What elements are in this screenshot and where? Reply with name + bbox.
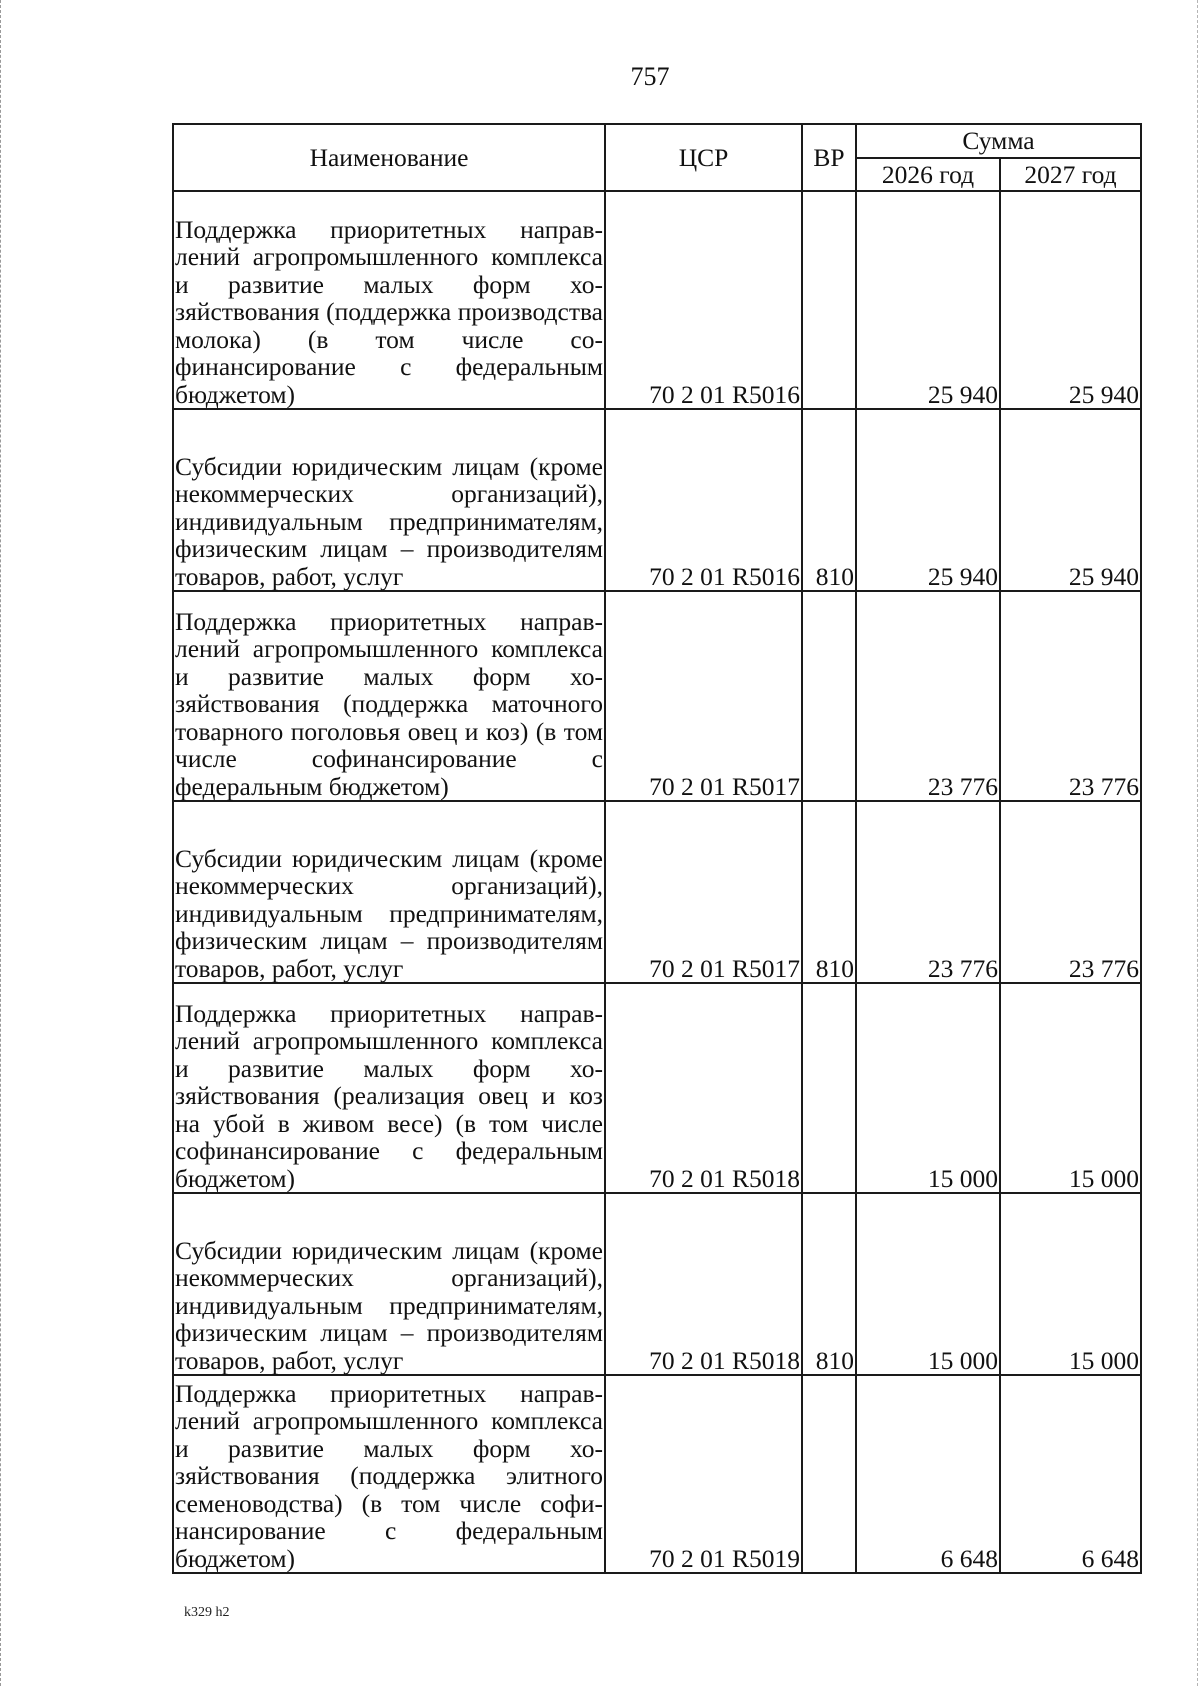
- table-header: [173, 124, 1141, 191]
- header-vr: ВР: [802, 124, 856, 191]
- row-name: Поддержка приоритетных направлений агропромышленного комплекса и развитие малых форм хозяйствования (реализация овец и коз на убой в живом весе) (в том числе софинансирование с федеральным бюджетом): [173, 983, 605, 1193]
- row-sum-2026: 23 776: [856, 591, 1000, 801]
- budget-table: [172, 123, 1142, 1574]
- row-sum-2027: 23 776: [1000, 801, 1141, 983]
- header-sum: Сумма: [856, 124, 1141, 158]
- row-vr: 810: [802, 1193, 856, 1375]
- table-body: [173, 191, 1141, 1573]
- row-sum-2026: 15 000: [856, 1193, 1000, 1375]
- row-name: Поддержка приоритетных направлений агропромышленного комплекса и развитие малых форм хозяйствования (поддержка элитного семеноводства) (в том числе софинансирование с федеральным бюджетом): [173, 1375, 605, 1573]
- row-sum-2026: 23 776: [856, 801, 1000, 983]
- row-sum-2026: 6 648: [856, 1375, 1000, 1573]
- table-row: [173, 983, 1141, 1193]
- row-sum-2027: 6 648: [1000, 1375, 1141, 1573]
- header-year-2027: 2027 год: [1000, 158, 1141, 192]
- table-row: [173, 191, 1141, 409]
- row-sum-2026: 25 940: [856, 191, 1000, 409]
- row-vr: [802, 983, 856, 1193]
- row-name: Субсидии юридическим лицам (кроме некоммерческих организаций), индивидуальным предпринимателям, физическим лицам – производителям товаров, работ, услуг: [173, 801, 605, 983]
- page-edge-left: [0, 0, 3, 1686]
- header-name: Наименование: [173, 124, 605, 191]
- header-year-2026: 2026 год: [856, 158, 1000, 192]
- table-row: [173, 1375, 1141, 1573]
- row-vr: [802, 1375, 856, 1573]
- table-row: [173, 591, 1141, 801]
- row-csr: 70 2 01 R5016: [605, 409, 802, 591]
- table-row: [173, 1193, 1141, 1375]
- row-csr: 70 2 01 R5018: [605, 983, 802, 1193]
- row-sum-2027: 23 776: [1000, 591, 1141, 801]
- row-name: Поддержка приоритетных направлений агропромышленного комплекса и развитие малых форм хозяйствования (поддержка маточного товарного поголовья овец и коз) (в том числе софинансирование с федеральным бюджетом): [173, 591, 605, 801]
- row-sum-2027: 15 000: [1000, 983, 1141, 1193]
- row-sum-2026: 15 000: [856, 983, 1000, 1193]
- row-name: Субсидии юридическим лицам (кроме некоммерческих организаций), индивидуальным предпринимателям, физическим лицам – производителям товаров, работ, услуг: [173, 409, 605, 591]
- row-csr: 70 2 01 R5018: [605, 1193, 802, 1375]
- row-sum-2027: 25 940: [1000, 191, 1141, 409]
- table-row: [173, 801, 1141, 983]
- table-row: [173, 409, 1141, 591]
- row-name: Субсидии юридическим лицам (кроме некоммерческих организаций), индивидуальным предпринимателям, физическим лицам – производителям товаров, работ, услуг: [173, 1193, 605, 1375]
- row-vr: 810: [802, 409, 856, 591]
- row-vr: 810: [802, 801, 856, 983]
- footer-code: k329 h2: [184, 1605, 230, 1620]
- row-csr: 70 2 01 R5017: [605, 591, 802, 801]
- header-csr: ЦСР: [605, 124, 802, 191]
- row-vr: [802, 591, 856, 801]
- row-sum-2026: 25 940: [856, 409, 1000, 591]
- row-csr: 70 2 01 R5016: [605, 191, 802, 409]
- row-vr: [802, 191, 856, 409]
- page-number: 757: [630, 62, 670, 91]
- row-sum-2027: 15 000: [1000, 1193, 1141, 1375]
- row-csr: 70 2 01 R5019: [605, 1375, 802, 1573]
- row-sum-2027: 25 940: [1000, 409, 1141, 591]
- row-name: Поддержка приоритетных направлений агропромышленного комплекса и развитие малых форм хозяйствования (поддержка производства молока) (в том числе софинансирование с федеральным бюджетом): [173, 191, 605, 409]
- row-csr: 70 2 01 R5017: [605, 801, 802, 983]
